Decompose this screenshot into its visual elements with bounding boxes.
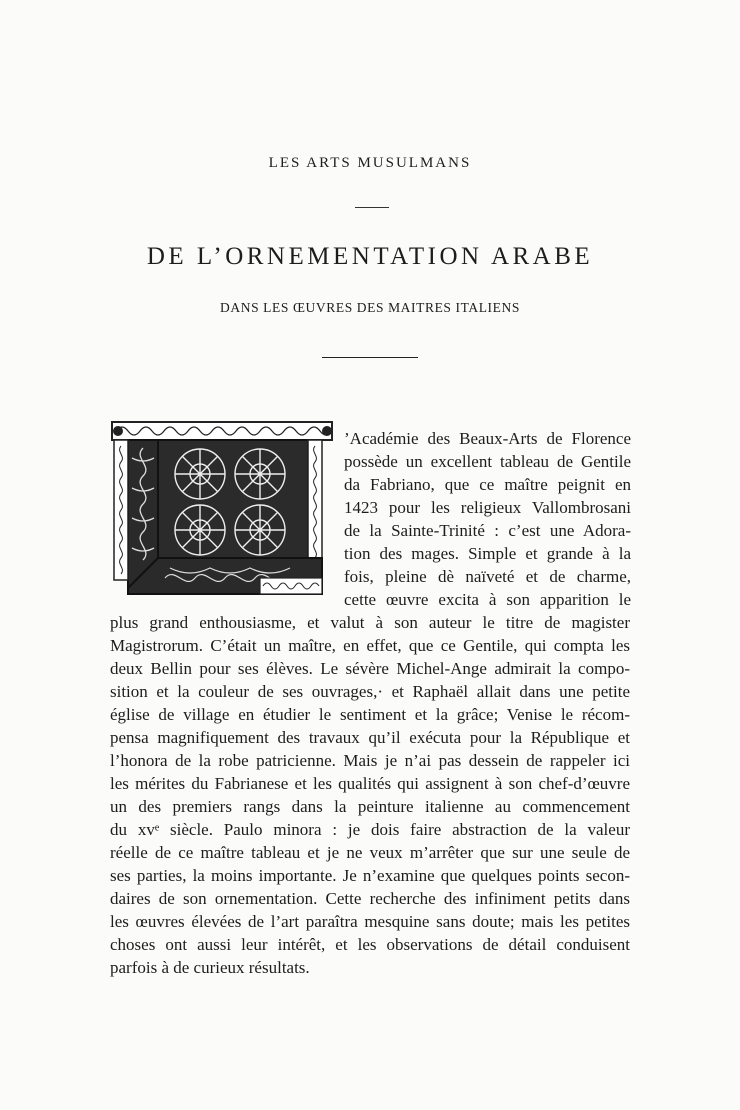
text-line: choses ont aussi leur intérêt, et les observations de détail conduisent (110, 935, 630, 954)
text-line: 1423 pour les religieux Vallombrosani (344, 498, 631, 517)
text-line: ’Académie des Beaux-Arts de Florence (344, 429, 631, 448)
text-line: da Fabriano, que ce maître peignit en (344, 475, 631, 494)
text-line: parfois à de curieux résultats. (110, 958, 310, 977)
text-line: les mérites du Fabrianese et les qualités qui assignent à son chef-d’œuvre (110, 774, 630, 793)
text-line: ses parties, la moins importante. Je n’examine que quelques points secon- (110, 866, 630, 885)
text-line: sition et la couleur de ses ouvrages,· et Raphaël allait dans une petite (110, 682, 630, 701)
text-line: daires de son ornementation. Cette recherche des infiniment petits dans (110, 889, 630, 908)
text-line: tion des mages. Simple et grande à la (344, 544, 631, 563)
page-title: DE L’ORNEMENTATION ARABE (146, 243, 594, 270)
text-line: fois, pleine dè naïveté et de charme, (344, 567, 631, 586)
text-line: cette œuvre excita à son apparition le (344, 590, 631, 609)
text-line: réelle de ce maître tableau et je ne veux m’arrêter que sur une seule de (110, 843, 630, 862)
short-divider (355, 207, 389, 208)
text-line: l’honora de la robe patricienne. Mais je n’ai pas dessein de rappeler ici (110, 751, 630, 770)
text-line: église de village en étudier le sentiment et la grâce; Venise le récom- (110, 705, 630, 724)
running-head: LES ARTS MUSULMANS (268, 155, 472, 171)
text-line: de la Sainte-Trinité : c’est une Adora- (344, 521, 631, 540)
long-divider (322, 357, 418, 358)
text-line: Magistrorum. C’était un maître, en effet, que ce Gentile, qui compta les (110, 636, 630, 655)
page-subtitle: DANS LES ŒUVRES DES MAITRES ITALIENS (220, 300, 520, 315)
text-line: plus grand enthousiasme, et valut à son auteur le titre de magister (110, 613, 630, 632)
text-line: possède un excellent tableau de Gentile (344, 452, 631, 471)
ornate-letter-L-icon (110, 418, 335, 598)
text-line: un des premiers rangs dans la peinture italienne au commencement (110, 797, 630, 816)
text-line: les œuvres élevées de l’art paraîtra mesquine sans doute; mais les petites (110, 912, 630, 931)
text-line: pensa magnifiquement des travaux qu’il exécuta pour la République et (110, 728, 630, 747)
text-line: du xvᵉ siècle. Paulo minora : je dois faire abstraction de la valeur (110, 820, 630, 839)
text-line: deux Bellin pour ses élèves. Le sévère Michel-Ange admirait la compo- (110, 659, 630, 678)
